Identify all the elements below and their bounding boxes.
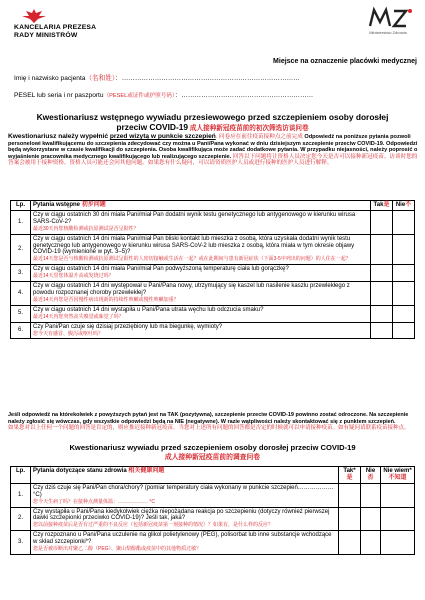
answer-nie-cell[interactable]	[393, 282, 415, 306]
answer-nie-cell[interactable]	[393, 265, 415, 282]
col-nie: Nie 否	[361, 467, 381, 484]
section1-title: Kwestionariusz wstępnego wywiadu przesiewowego przed szczepieniem osoby dorosłej przeciw COVID-19 成人接种新冠疫苗前的初次筛选访谈问卷	[36, 112, 389, 132]
table-row: 3. Czy w ciągu ostatnich 14 dni miała Pani/miał Pan podwyższoną temperaturę ciała lub gorączkę? 最近14天里您体温升高或发烧过吗？	[11, 265, 415, 282]
table-row: 2. Czy wystąpiła u Pani/Pana kiedykolwiek ciężka niepożądana reakcja po szczepieniu (dotyczy również pierwszej dawki szczepionki przeciwko COVID-19)? Jeśli tak, jaka? 您以前接种疫苗后是否有过严重的不良反应（包括新冠疫苗第一剂接种的情况）？如果有，是什么样的反应？	[11, 507, 415, 531]
answer-nie-wiem-cell[interactable]	[381, 507, 415, 531]
col-question: Pytania dotyczące stanu zdrowia 相关健康问题	[31, 467, 339, 484]
col-tak: Tak* 是	[339, 467, 361, 484]
col-nie: Nie不	[393, 201, 415, 211]
answer-nie-cell[interactable]	[393, 305, 415, 322]
kprm-logo	[8, 6, 128, 50]
header	[8, 6, 418, 54]
answer-tak-cell[interactable]	[371, 282, 393, 306]
eagle-emblem-icon	[18, 8, 50, 24]
answer-nie-cell[interactable]	[361, 507, 381, 531]
table-header-row	[11, 201, 415, 211]
mz-logo-text: Ministerstwo Zdrowia	[369, 30, 407, 35]
table-row: 5. Czy w ciągu ostatnich 14 dni wystąpiła u Pani/Pana utrata węchu lub odczucia smaku? 最近14天内您突然丧失嗅觉或味觉了吗？	[11, 305, 415, 322]
col-lp: Lp.	[11, 201, 31, 211]
patient-pesel-line[interactable]: PESEL lub seria i nr paszportu（PESEL或证件或护照号码）：……………………………………………………	[14, 92, 314, 99]
section2-title: Kwestionariusz wywiadu przed szczepieniem osoby dorosłej przeciw COVID-19 成人接种新冠疫苗前的调查问卷	[69, 443, 356, 461]
mz-logo	[360, 6, 416, 46]
answer-nie-wiem-cell[interactable]	[381, 483, 415, 507]
kprm-text: KANCELARIA PREZESA RADY MINISTRÓW	[14, 24, 97, 39]
col-lp: Lp.	[11, 467, 31, 484]
answer-tak-cell[interactable]	[371, 305, 393, 322]
answer-tak-cell[interactable]	[339, 531, 361, 555]
table-header-row	[11, 467, 415, 484]
table-row: 3. Czy rozpoznano u Pani/Pana uczulenie na glikol polietylenowy (PEG), polisorbat lub inne substancje wchodzące w skład szczepionki*? 您是否被诊断出对聚乙二醇（PEG）、聚山梨醇酯或疫苗中的其他物质过敏？	[11, 531, 415, 555]
answer-tak-cell[interactable]	[339, 507, 361, 531]
place-label: Miejsce na oznaczenie placówki medycznej	[273, 58, 417, 65]
health-questions-table	[10, 466, 415, 555]
table-row: 4. Czy w ciągu ostatnich 14 dni występował u Pani/Pana nowy, utrzymujący się kaszel lub nasilenie kaszlu przewlekłego z powodu rozpoznanej choroby przewlekłej? 最近14天内您是否因慢性病出现新的持续性咳嗽或慢性咳嗽加重？	[11, 282, 415, 306]
table-row: 1. Czy dziś czuje się Pani/Pan chora/chory? (pomiar temperatury ciała wykonany w punkcie szczepień……………… °C) 您今天生病了吗？在接种点测量体温：……………… °C	[11, 483, 415, 507]
answer-tak-cell[interactable]	[371, 265, 393, 282]
col-question: Pytania wstępne 初步问题	[31, 201, 371, 211]
answer-nie-cell[interactable]	[361, 531, 381, 555]
answer-nie-wiem-cell[interactable]	[381, 531, 415, 555]
answer-tak-cell[interactable]	[371, 210, 393, 234]
col-tak: Tak是	[371, 201, 393, 211]
preliminary-questions-table	[10, 200, 415, 339]
table-row: 2. Czy w ciągu ostatnich 14 dni miała Pani/miał Pan bliski kontakt lub mieszka z osobą, która uzyskała dodatni wynik testu genetycznego lub antygenowego w kierunku wirusa SARS-CoV-2 lub mieszka z osobą, która miała w tym okresie objawy COVID-19 (wymienione w pyt. 3–5)? 最近14天您是否与核酸检测或抗原测试呈阳性的人密切接触或生活在一起？或在此期间与患有新冠症状（下面3-5中列出的问题）的人住在一起？	[11, 234, 415, 265]
section1-note: Jeśli odpowiedź na którekolwiek z powyższych pytań jest na TAK (pozytywna), szczepienie przeciw COVID-19 powinno zostać odroczone. Na szczepienie należy zgłosić się wówczas, gdy wszystkie odpowiedzi będą na NIE (negatywne). W razie wątpliwości należy skontaktować się z punktem szczepień. 如果您对以上任何一个问题的回答是肯定的，则应推迟接种新冠疫苗。当您对上述所有问题的回答都是否定的时候就可以申请接种疫苗。如有疑问请联系疫苗接种点。	[8, 412, 410, 431]
answer-nie-cell[interactable]	[393, 234, 415, 265]
answer-tak-cell[interactable]	[371, 322, 393, 339]
col-nie-wiem: Nie wiem* 不知道	[381, 467, 415, 484]
answer-nie-cell[interactable]	[361, 483, 381, 507]
answer-tak-cell[interactable]	[371, 234, 393, 265]
table-row: 1. Czy w ciągu ostatnich 30 dni miała Pani/miał Pan dodatni wynik testu genetycznego lub antygenowego w kierunku wirusa SARS-CoV-2? 最近30天内您核酸检测或抗原测试是否呈阳性？	[11, 210, 415, 234]
mz-logo-mark-icon	[360, 6, 416, 30]
answer-nie-cell[interactable]	[393, 322, 415, 339]
patient-name-line[interactable]: Imię i nazwisko pacjenta（名和姓）：………………………………………………………………………	[14, 75, 300, 82]
answer-tak-cell[interactable]	[339, 483, 361, 507]
section1-intro: Kwestionariusz należy wypełnić przed wizytą w punkcie szczepień. 问卷应在前往疫苗接种点之前完成 Odpowiedź na poniższe pytania pozwoli personelowi kwalifikującemu do szczepienia zdecydować czy można u Pani/Pana wykonać w dniu dzisiejszym szczepienie przeciw COVID-19. Odpowiedzi będą wykorzystane w czasie kwalifikacji do szczepienia. Osoba kwalifikująca może zadać dodatkowe pytania. W przypadku niejasności, należy poprosić o wyjaśnienie pracownika medycznego kwalifikującego lub realizującego szczepienie. 回答以下问题将让资格人员决定您今天是否可以接种新冠疫苗。访谈时您的答案会被用于接种资格。资格人员可能还会问其他问题。如果您有什么疑问，可以请资质医护人员或进行接种的医护人员进行解释。	[8, 133, 418, 166]
table-row: 6. Czy Pani/Pan czuje się dzisiaj przeziębiony lub ma biegunkę, wymioty? 您今天有感冒、腹泻或呕吐吗？	[11, 322, 415, 339]
answer-nie-cell[interactable]	[393, 210, 415, 234]
